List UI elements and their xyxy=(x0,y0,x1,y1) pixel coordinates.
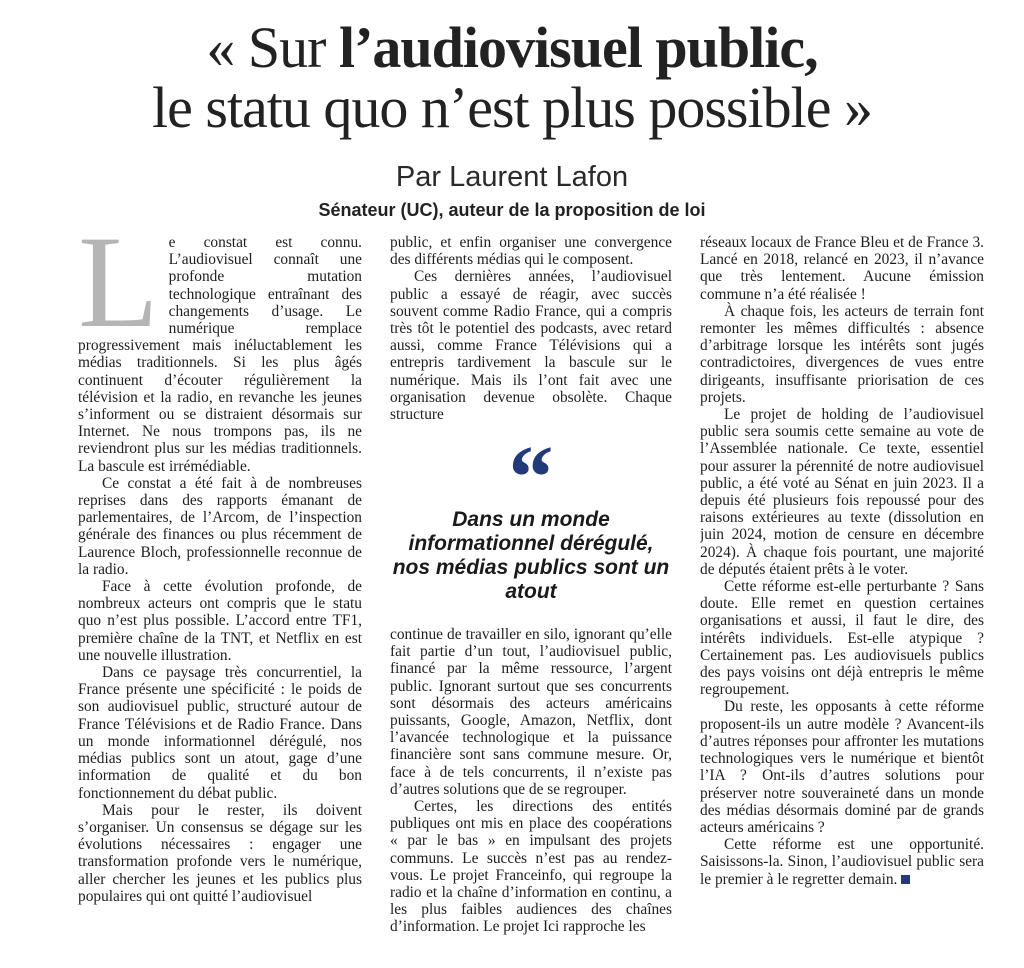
paragraph: réseaux locaux de France Bleu et de France 3. Lancé en 2018, relancé en 2023, il n’avance que très lentement. Aucune émission commune n’a été réalisée ! xyxy=(700,234,984,303)
headline-line2: le statu quo n’est plus possible » xyxy=(152,75,872,140)
paragraph-text: e constat est connu. L’audiovisuel connaît une profonde mutation technologique entraînant des changements d’usage. Le numérique remplace progressivement mais inéluctablement les médias traditionnels. Si les plus âgés continuent d’écouter régulièrement la télévision et la radio, en revanche les jeunes s’informent ou se distraient désormais sur Internet. Ne nous trompons pas, ils ne reviendront plus sur les médias traditionnels. La bascule est irrémédiable. xyxy=(78,234,362,475)
headline-line1-bold: l’audiovisuel public, xyxy=(338,15,818,80)
paragraph: Du reste, les opposants à cette réforme proposent-ils un autre modèle ? Avancent-ils d’autres réponses pour affronter les mutations technologiques vers le numérique et bientôt l’IA ? Ont-ils d’autres solutions pour préserver notre souveraineté dans un monde des médias désormais dominé par de grands acteurs américains ? xyxy=(700,698,984,836)
paragraph: Certes, les directions des entités publiques ont mis en place des coopérations « par le bas » en impulsant des projets communs. Le succès n’est pas au rendez-vous. Le projet Franceinfo, qui regroupe la radio et la chaîne d’information en continu, a les plus faibles audiences des chaînes d’information. Le projet Ici rapproche les xyxy=(390,798,672,936)
paragraph: Cette réforme est-elle perturbante ? Sans doute. Elle remet en question certaines organisations et aussi, il faut le dire, des intérêts individuels. Est-elle atypique ? Certainement pas. Les audiovisuels publics des pays voisins ont déjà entrepris le même regroupement. xyxy=(700,578,984,699)
paragraph: Ce constat a été fait à de nombreuses reprises dans des rapports émanant de parlementaires, de l’Arcom, de l’inspection générale des finances ou plus récemment de Laurence Bloch, professionnelle reconnue de la radio. xyxy=(78,474,362,578)
paragraph: Dans ce paysage très concurrentiel, la France présente une spécificité : le poids de son audiovisuel public, structuré autour de France Télévisions et de Radio France. Dans un monde informationnel dérégulé, nos médias publics sont un atout, gage d’une information de qualité et du bon fonctionnement du débat public. xyxy=(78,664,362,802)
column-2-top xyxy=(390,234,672,434)
column-2-bottom xyxy=(390,626,672,954)
paragraph: Le projet de holding de l’audiovisuel public sera soumis cette semaine au vote de l’Assemblée nationale. Ce texte, essentiel pour assurer la pérennité de notre audiovisuel public, a été voté au Sénat en juin 2023. Il a depuis été plusieurs fois repoussé pour des raisons extérieures au texte (dissolution en juin 2024, motion de censure en décembre 2024). À chaque fois pourtant, une majorité de députés étaient prêts à le voter. xyxy=(700,406,984,578)
drop-cap: L xyxy=(78,234,159,355)
pull-quote-text: Dans un monde informationnel dérégulé, nos médias publics sont un atout xyxy=(392,508,670,603)
paragraph: continue de travailler en silo, ignorant qu’elle fait partie d’un tout, l’audiovisuel public, financé par la même ressource, l’argent public. Ignorant surtout que ses concurrents sont désormais des acteurs américains puissants, Google, Amazon, Netflix, dont l’avancée technologique et la puissance financière sont sans commune mesure. Or, face à de tels concurrents, il n’existe pas d’autres solutions que de se regrouper. xyxy=(390,626,672,798)
author-role: Sénateur (UC), auteur de la proposition de loi xyxy=(318,200,706,220)
column-1 xyxy=(78,234,362,954)
byline: Par Laurent Lafon xyxy=(395,161,629,193)
paragraph-text: Cette réforme est une opportunité. Saisissons-la. Sinon, l’audiovisuel public sera le premier à le regretter demain. xyxy=(700,836,984,888)
paragraph xyxy=(700,836,984,888)
headline-line1-start: « Sur xyxy=(206,15,339,80)
pull-quote xyxy=(390,428,672,604)
paragraph: Mais pour le rester, ils doivent s’organiser. Un consensus se dégage sur les évolutions nécessaires : engager une transformation profonde vers le numérique, aller chercher les jeunes et les publics plus populaires qui ont quitté l’audiovisuel xyxy=(78,801,362,905)
paragraph: À chaque fois, les acteurs de terrain font remonter les mêmes difficultés : absence d’arbitrage lorsque les intérêts sont jugés contradictoires, divergences de vues entre dirigeants, insuffisante priorisation de ces projets. xyxy=(700,302,984,406)
headline xyxy=(0,15,1024,140)
square-end-icon xyxy=(901,875,910,884)
paragraph xyxy=(78,234,362,475)
column-3 xyxy=(700,234,984,954)
paragraph: Ces dernières années, l’audiovisuel public a essayé de réagir, avec succès souvent comme Radio France, qui a compris très tôt le potentiel des podcasts, avec retard aussi, comme France Télévisions qui a entrepris tardivement la bascule sur le numérique. Mais ils l’ont fait avec une organisation devenue obsolète. Chaque structure xyxy=(390,268,672,424)
paragraph: public, et enfin organiser une convergence des différents médias qui le composent. xyxy=(390,234,672,269)
paragraph: Face à cette évolution profonde, de nombreux acteurs ont compris que le statu quo n’est plus possible. L’accord entre TF1, première chaîne de la TNT, et Netflix en est une nouvelle illustration. xyxy=(78,578,362,664)
quote-mark-icon: “ xyxy=(508,428,554,527)
